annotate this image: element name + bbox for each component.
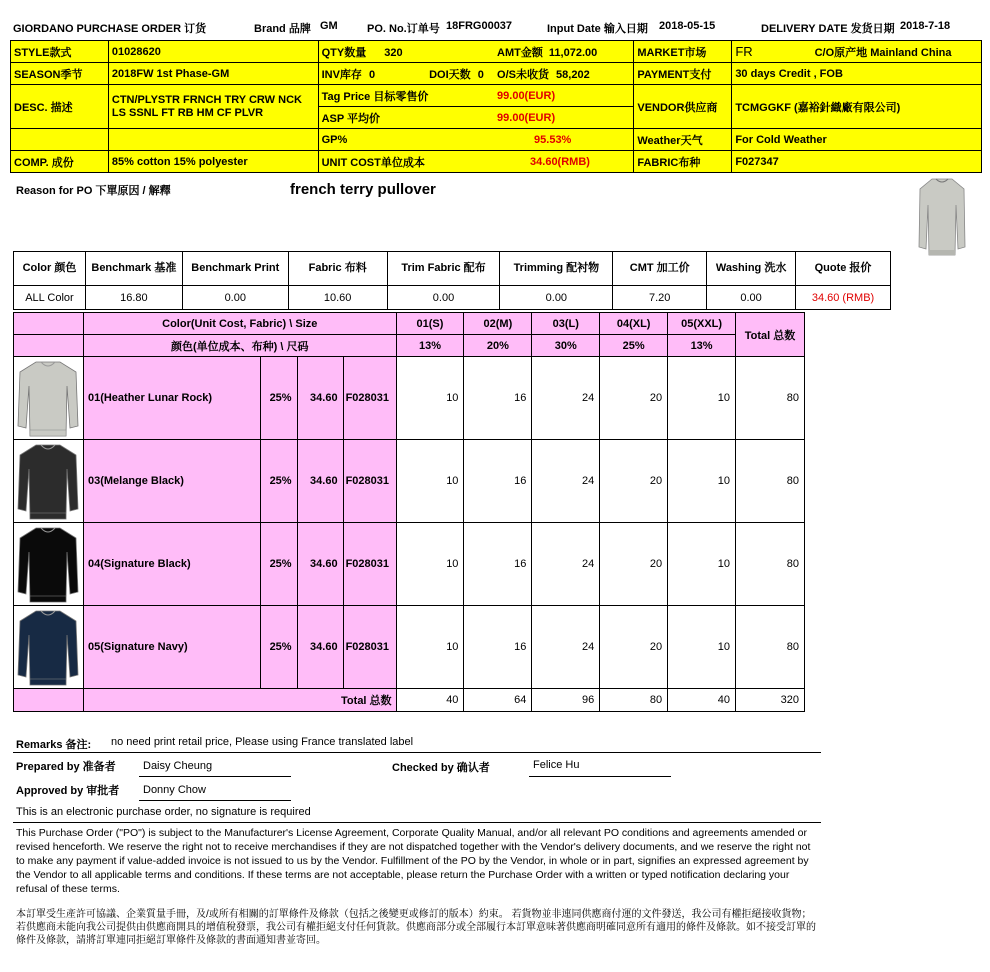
payment-value: 30 days Credit , FOB: [732, 63, 982, 85]
cost-header-trimming: Trimming 配衬物: [500, 252, 613, 286]
sweater-swatch-image: [16, 607, 80, 687]
ratio-l: 30%: [532, 335, 600, 357]
co-value: Mainland China: [870, 46, 952, 59]
sweater-swatch-image: [16, 441, 80, 521]
size-header-s: 01(S): [396, 313, 464, 335]
market-label: MARKET市场: [634, 41, 732, 63]
qty-cell: 10: [668, 440, 736, 523]
cost-header-benchmark: Benchmark 基准: [85, 252, 182, 286]
color-fabric: F028031: [343, 357, 396, 440]
remarks-label: Remarks 备注:: [16, 739, 92, 751]
qty-cell: 10: [668, 606, 736, 689]
size-row: [14, 440, 805, 523]
market-value: FR: [732, 41, 812, 63]
unit-cost-label: UNIT COST单位成本: [318, 151, 494, 173]
color-pct: 25%: [260, 606, 297, 689]
qty-cell: 16: [464, 606, 532, 689]
color-name: 05(Signature Navy): [83, 606, 260, 689]
gp-value: 95.53%: [494, 129, 634, 151]
row-total: 80: [736, 440, 805, 523]
doi-value: 0: [477, 68, 484, 81]
electronic-note: This is an electronic purchase order, no signature is required: [16, 806, 311, 818]
gp-label: GP%: [318, 129, 494, 151]
qty-cell: 10: [396, 357, 464, 440]
remarks-text: no need print retail price, Please using France translated label: [111, 736, 414, 748]
total-xxl: 40: [668, 689, 736, 712]
cost-value-fabric: 10.60: [288, 286, 387, 310]
qty-cell: 16: [464, 357, 532, 440]
cost-header-quote: Quote 报价: [796, 252, 891, 286]
sweater-swatch-image: [16, 524, 80, 604]
co-label: C/O原产地: [814, 46, 868, 59]
weather-label: Weather天气: [634, 129, 732, 151]
qty-cell: 10: [668, 357, 736, 440]
total-l: 96: [532, 689, 600, 712]
cost-header-color: Color 颜色: [14, 252, 86, 286]
checked-label: Checked by 确认者: [392, 762, 490, 774]
total-row-label: Total 总数: [83, 689, 396, 712]
cost-value-trim-fabric: 0.00: [387, 286, 500, 310]
qty-cell: 20: [600, 606, 668, 689]
po-number: 18FRG00037: [446, 20, 513, 32]
cost-header-fabric: Fabric 布料: [288, 252, 387, 286]
tag-price-value: 99.00(EUR): [494, 85, 634, 107]
cost-header-cmt: CMT 加工价: [613, 252, 707, 286]
color-unit-cost: 34.60: [297, 440, 343, 523]
size-header-cn: 颜色(单位成本、布种) \ 尺码: [83, 335, 396, 357]
po-label: PO. No.订单号: [367, 23, 440, 35]
prepared-label: Prepared by 准备者: [16, 761, 116, 773]
brand-label: Brand 品牌: [254, 23, 311, 35]
approved-label: Approved by 审批者: [16, 785, 120, 797]
cost-value-trimming: 0.00: [500, 286, 613, 310]
sweater-swatch-image: [16, 358, 80, 438]
unit-cost-value: 34.60(RMB): [494, 151, 634, 173]
color-swatch-cell: [14, 440, 84, 523]
color-name: 04(Signature Black): [83, 523, 260, 606]
cost-breakdown-table: [13, 251, 891, 310]
qty-cell: 24: [532, 523, 600, 606]
brand-value: GM: [320, 20, 338, 32]
qty-cell: 24: [532, 606, 600, 689]
input-date-label: Input Date 输入日期: [547, 23, 648, 35]
comp-label: COMP. 成份: [11, 151, 109, 173]
grand-total: 320: [736, 689, 805, 712]
season-label: SEASON季节: [11, 63, 109, 85]
cost-value-washing: 0.00: [707, 286, 796, 310]
size-header-l: 03(L): [532, 313, 600, 335]
terms-chinese: 本訂單受生產許可協議、企業質量手冊，及/或所有相關的訂單條件及條款（包括之後變更或修訂的版本）約束。 若貨物並非連同供應商付運的文件發送，我公司有權拒絕接收貨物；若供應商未能向我公司提供由供應商開具的增值稅發票，我公司有權拒絕支付任何貨款。供應商部分或全部履行本訂單意味著供應商明確同意所有適用的條件及條款。如不接受訂單的條件及條款，請將訂單連同拒絕訂單條件及條款的書面通知書並寄回。: [16, 909, 816, 946]
qty-cell: 16: [464, 523, 532, 606]
cost-value-quote: 34.60 (RMB): [796, 286, 891, 310]
tag-price-label: Tag Price 目标零售价: [318, 85, 494, 107]
size-header-m: 02(M): [464, 313, 532, 335]
qty-cell: 10: [668, 523, 736, 606]
size-header-xl: 04(XL): [600, 313, 668, 335]
input-date: 2018-05-15: [659, 20, 716, 32]
color-fabric: F028031: [343, 440, 396, 523]
qty-cell: 16: [464, 440, 532, 523]
color-swatch-cell: [14, 523, 84, 606]
ratio-m: 20%: [464, 335, 532, 357]
style-value: 01028620: [108, 41, 318, 63]
amt-value: 11,072.00: [548, 46, 598, 59]
vendor-value: TCMGGKF (嘉裕針織廠有限公司): [732, 85, 982, 129]
size-header-total: Total 总数: [736, 313, 805, 357]
qty-cell: 10: [396, 440, 464, 523]
qty-cell: 10: [396, 606, 464, 689]
size-row: [14, 523, 805, 606]
reason-label: Reason for PO 下單原因 / 解釋: [16, 185, 171, 197]
season-value: 2018FW 1st Phase-GM: [108, 63, 318, 85]
cost-value-color: ALL Color: [14, 286, 86, 310]
cost-header-washing: Washing 洗水: [707, 252, 796, 286]
asp-label: ASP 平均价: [318, 107, 494, 129]
row-total: 80: [736, 523, 805, 606]
terms-english: This Purchase Order ("PO") is subject to the Manufacturer's License Agreement, Corporate Quality Manual, and/or all relevant PO conditions and agreements amended or revised henceforth. We reserve the right not to receive merchandises if they are not dispatched together with the Vendor's delivery documents, and we reserve the right not to make any payment if value-added invoice is not issued to us by the Vendor. Fulfillment of the PO by the Vendor, in whole or in part, signifies an expressed agreement by the Vendor to all applicable terms and conditions. If these terms are not acceptable, please return the Purchase Order with a written or typed notification declaring your refusal of these terms.: [16, 827, 811, 895]
cost-header-benchmark-print: Benchmark Print: [182, 252, 288, 286]
fabric-value: F027347: [732, 151, 982, 173]
delivery-date: 2018-7-18: [900, 20, 951, 32]
os-label: O/S未收货: [497, 68, 549, 81]
qty-cell: 20: [600, 523, 668, 606]
color-swatch-cell: [14, 606, 84, 689]
approved-value: Donny Chow: [143, 784, 206, 796]
total-m: 64: [464, 689, 532, 712]
amt-label: AMT金额: [497, 46, 543, 59]
comp-value: 85% cotton 15% polyester: [108, 151, 318, 173]
size-header-en: Color(Unit Cost, Fabric) \ Size: [83, 313, 396, 335]
prepared-underline: [139, 776, 291, 777]
cost-value-benchmark: 16.80: [85, 286, 182, 310]
color-fabric: F028031: [343, 606, 396, 689]
checked-value: Felice Hu: [533, 759, 580, 771]
product-image: [918, 175, 966, 257]
os-value: 58,202: [556, 68, 590, 81]
color-pct: 25%: [260, 523, 297, 606]
remarks-divider: [13, 752, 821, 753]
ratio-s: 13%: [396, 335, 464, 357]
color-pct: 25%: [260, 440, 297, 523]
total-s: 40: [396, 689, 464, 712]
size-row: [14, 606, 805, 689]
prepared-value: Daisy Cheung: [143, 760, 213, 772]
color-unit-cost: 34.60: [297, 357, 343, 440]
color-name: 01(Heather Lunar Rock): [83, 357, 260, 440]
vendor-label: VENDOR供应商: [634, 85, 732, 129]
cost-header-trim-fabric: Trim Fabric 配布: [387, 252, 500, 286]
inv-label: INV库存: [321, 68, 362, 81]
desc-label: DESC. 描述: [11, 85, 109, 129]
weather-value: For Cold Weather: [732, 129, 982, 151]
color-pct: 25%: [260, 357, 297, 440]
color-unit-cost: 34.60: [297, 523, 343, 606]
doi-label: DOI天数: [429, 68, 471, 81]
order-info-table: [10, 40, 982, 173]
approved-underline: [139, 800, 291, 801]
ratio-xxl: 13%: [668, 335, 736, 357]
ratio-xl: 25%: [600, 335, 668, 357]
inv-value: 0: [368, 68, 376, 81]
desc-value: CTN/PLYSTR FRNCH TRY CRW NCK LS SSNL FT RB HM CF PLVR: [108, 85, 318, 129]
cost-value-cmt: 7.20: [613, 286, 707, 310]
fabric-label: FABRIC布种: [634, 151, 732, 173]
qty-cell: 20: [600, 440, 668, 523]
total-xl: 80: [600, 689, 668, 712]
qty-cell: 24: [532, 440, 600, 523]
po-title: GIORDANO PURCHASE ORDER 订货: [13, 23, 207, 35]
qty-value: 320: [384, 46, 403, 59]
size-header-xxl: 05(XXL): [668, 313, 736, 335]
color-swatch-cell: [14, 357, 84, 440]
qty-cell: 24: [532, 357, 600, 440]
color-unit-cost: 34.60: [297, 606, 343, 689]
color-name: 03(Melange Black): [83, 440, 260, 523]
qty-label: QTY数量: [321, 46, 367, 59]
color-fabric: F028031: [343, 523, 396, 606]
row-total: 80: [736, 606, 805, 689]
row-total: 80: [736, 357, 805, 440]
delivery-date-label: DELIVERY DATE 发货日期: [761, 23, 895, 35]
checked-underline: [529, 776, 671, 777]
style-label: STYLE款式: [11, 41, 109, 63]
asp-value: 99.00(EUR): [494, 107, 634, 129]
qty-cell: 20: [600, 357, 668, 440]
product-name: french terry pullover: [290, 181, 436, 198]
size-breakdown-table: [13, 312, 805, 712]
terms-divider: [13, 822, 821, 823]
payment-label: PAYMENT支付: [634, 63, 732, 85]
cost-value-benchmark-print: 0.00: [182, 286, 288, 310]
size-row: [14, 357, 805, 440]
qty-cell: 10: [396, 523, 464, 606]
